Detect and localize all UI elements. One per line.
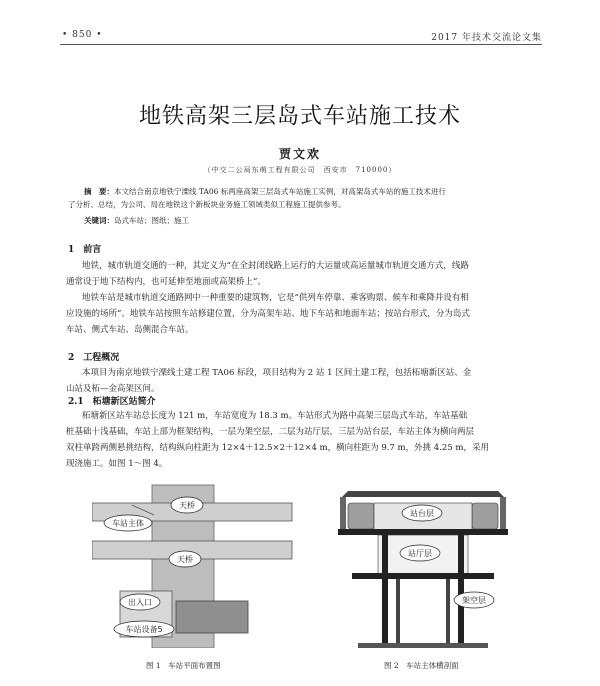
train-left — [348, 503, 374, 529]
label-bridge-2: 天桥 — [177, 555, 193, 564]
label-equipment: 车站设备5 — [125, 625, 163, 634]
column-right — [458, 535, 464, 645]
figure-1-caption: 图 1 车站平面布置图 — [146, 661, 221, 670]
section-1-heading: 1 前言 — [68, 245, 102, 255]
equipment-structure — [176, 601, 248, 633]
figure-2-caption: 图 2 车站主体横剖面 — [384, 661, 459, 670]
paragraph-line: 桩基础十浅基础，车站上部为框架结构，一层为架空层，二层为站厅层，三层为站台层，车站主体为横向两层 — [66, 427, 475, 437]
label-main: 车站主体 — [112, 519, 144, 528]
label-concourse: 站厅层 — [408, 549, 432, 558]
side-canopy-left — [340, 497, 346, 529]
figure-2-drawing — [338, 483, 508, 648]
paragraph-line: 双柱单跨两侧悬挑结构，结构纵向柱距为 12×4＋12.5×2＋12×4 m，横向柱距为 9.7 m，外挑 4.25 m，采用 — [66, 443, 489, 453]
header-rule — [60, 44, 542, 45]
abstract-block — [68, 185, 528, 227]
side-canopy-right — [500, 497, 506, 529]
section-2-heading: 2 工程概况 — [68, 353, 120, 363]
paragraph-line: 车站、侧式车站、岛侧混合车站。 — [66, 325, 194, 335]
foundation — [358, 643, 488, 648]
inner-column-right — [446, 579, 450, 645]
section-1-body — [66, 258, 534, 338]
abstract-line-1: 本文结合南京地铁宁溧线 TA06 标两座高架三层岛式车站施工实例，对高架岛式车站的施工技术进行 — [114, 187, 446, 196]
keywords: 岛式车站；图纸；施工 — [114, 216, 189, 225]
section-2-body — [66, 365, 534, 397]
paragraph-line: 柘塘新区站车站总长度为 121 m，车站宽度为 18.3 m。车站形式为路中高架三层岛式车站，车站基础 — [82, 411, 468, 421]
paragraph-line: 地铁车站是城市轨道交通路网中一种重要的建筑物，它是“供列车停靠、乘客购票、候车和乘降并设有相 — [82, 293, 469, 303]
paragraph-line: 现浇施工。如图 1～图 4。 — [66, 459, 168, 469]
running-header — [60, 28, 542, 44]
journal-name: 2017 年技术交流论文集 — [431, 33, 542, 43]
figure-1-station-plan — [92, 483, 297, 648]
paragraph-line: 地铁，城市轨道交通的一种，其定义为“在全封闭线路上运行的大运量或高运量城市轨道交通方式，线路 — [82, 261, 469, 271]
roof — [342, 491, 504, 497]
paragraph-line: 应设施的场所”。地铁车站按照车站修建位置，分为高架车站、地下车站和地面车站；按站台形式，分为岛式 — [66, 309, 470, 319]
label-elevated: 架空层 — [462, 596, 486, 605]
label-entrance: 出入口 — [128, 598, 152, 607]
keywords-label: 关键词： — [84, 216, 114, 225]
train-right — [472, 503, 498, 529]
affiliation: （中交二公局东萌工程有限公司 西安市 710000） — [203, 166, 397, 174]
label-platform: 站台层 — [410, 509, 434, 518]
page-number: • 850 • — [62, 30, 103, 40]
section-2-1-heading: 2.1 柘塘新区站简介 — [68, 397, 156, 407]
author: 贾文欢 — [278, 147, 321, 161]
inner-column-left — [396, 579, 400, 645]
figure-2-cross-section — [338, 483, 508, 648]
abstract-label: 摘 要： — [84, 187, 114, 196]
figure-1-drawing — [92, 483, 297, 648]
column-left — [382, 535, 388, 645]
paper-title: 地铁高架三层岛式车站施工技术 — [138, 104, 461, 129]
paragraph-line: 山站及柘—金高架区间。 — [66, 384, 160, 394]
platform-slab — [338, 529, 508, 535]
label-bridge-1: 天桥 — [179, 501, 195, 510]
abstract-line-2: 了分析、总结，为公司、局在地铁这个新板块业务施工领域类似工程施工提供参考。 — [68, 200, 346, 209]
paragraph-line: 通常设于地下结构内，也可延伸至地面或高架桥上”。 — [66, 277, 266, 287]
paragraph-line: 本项目为南京地铁宁溧线土建工程 TA06 标段，项目结构为 2 站 1 区间土建工程，包括柘塘新区站、金 — [82, 368, 472, 378]
concourse-slab — [352, 573, 494, 579]
section-2-1-body — [66, 408, 534, 472]
